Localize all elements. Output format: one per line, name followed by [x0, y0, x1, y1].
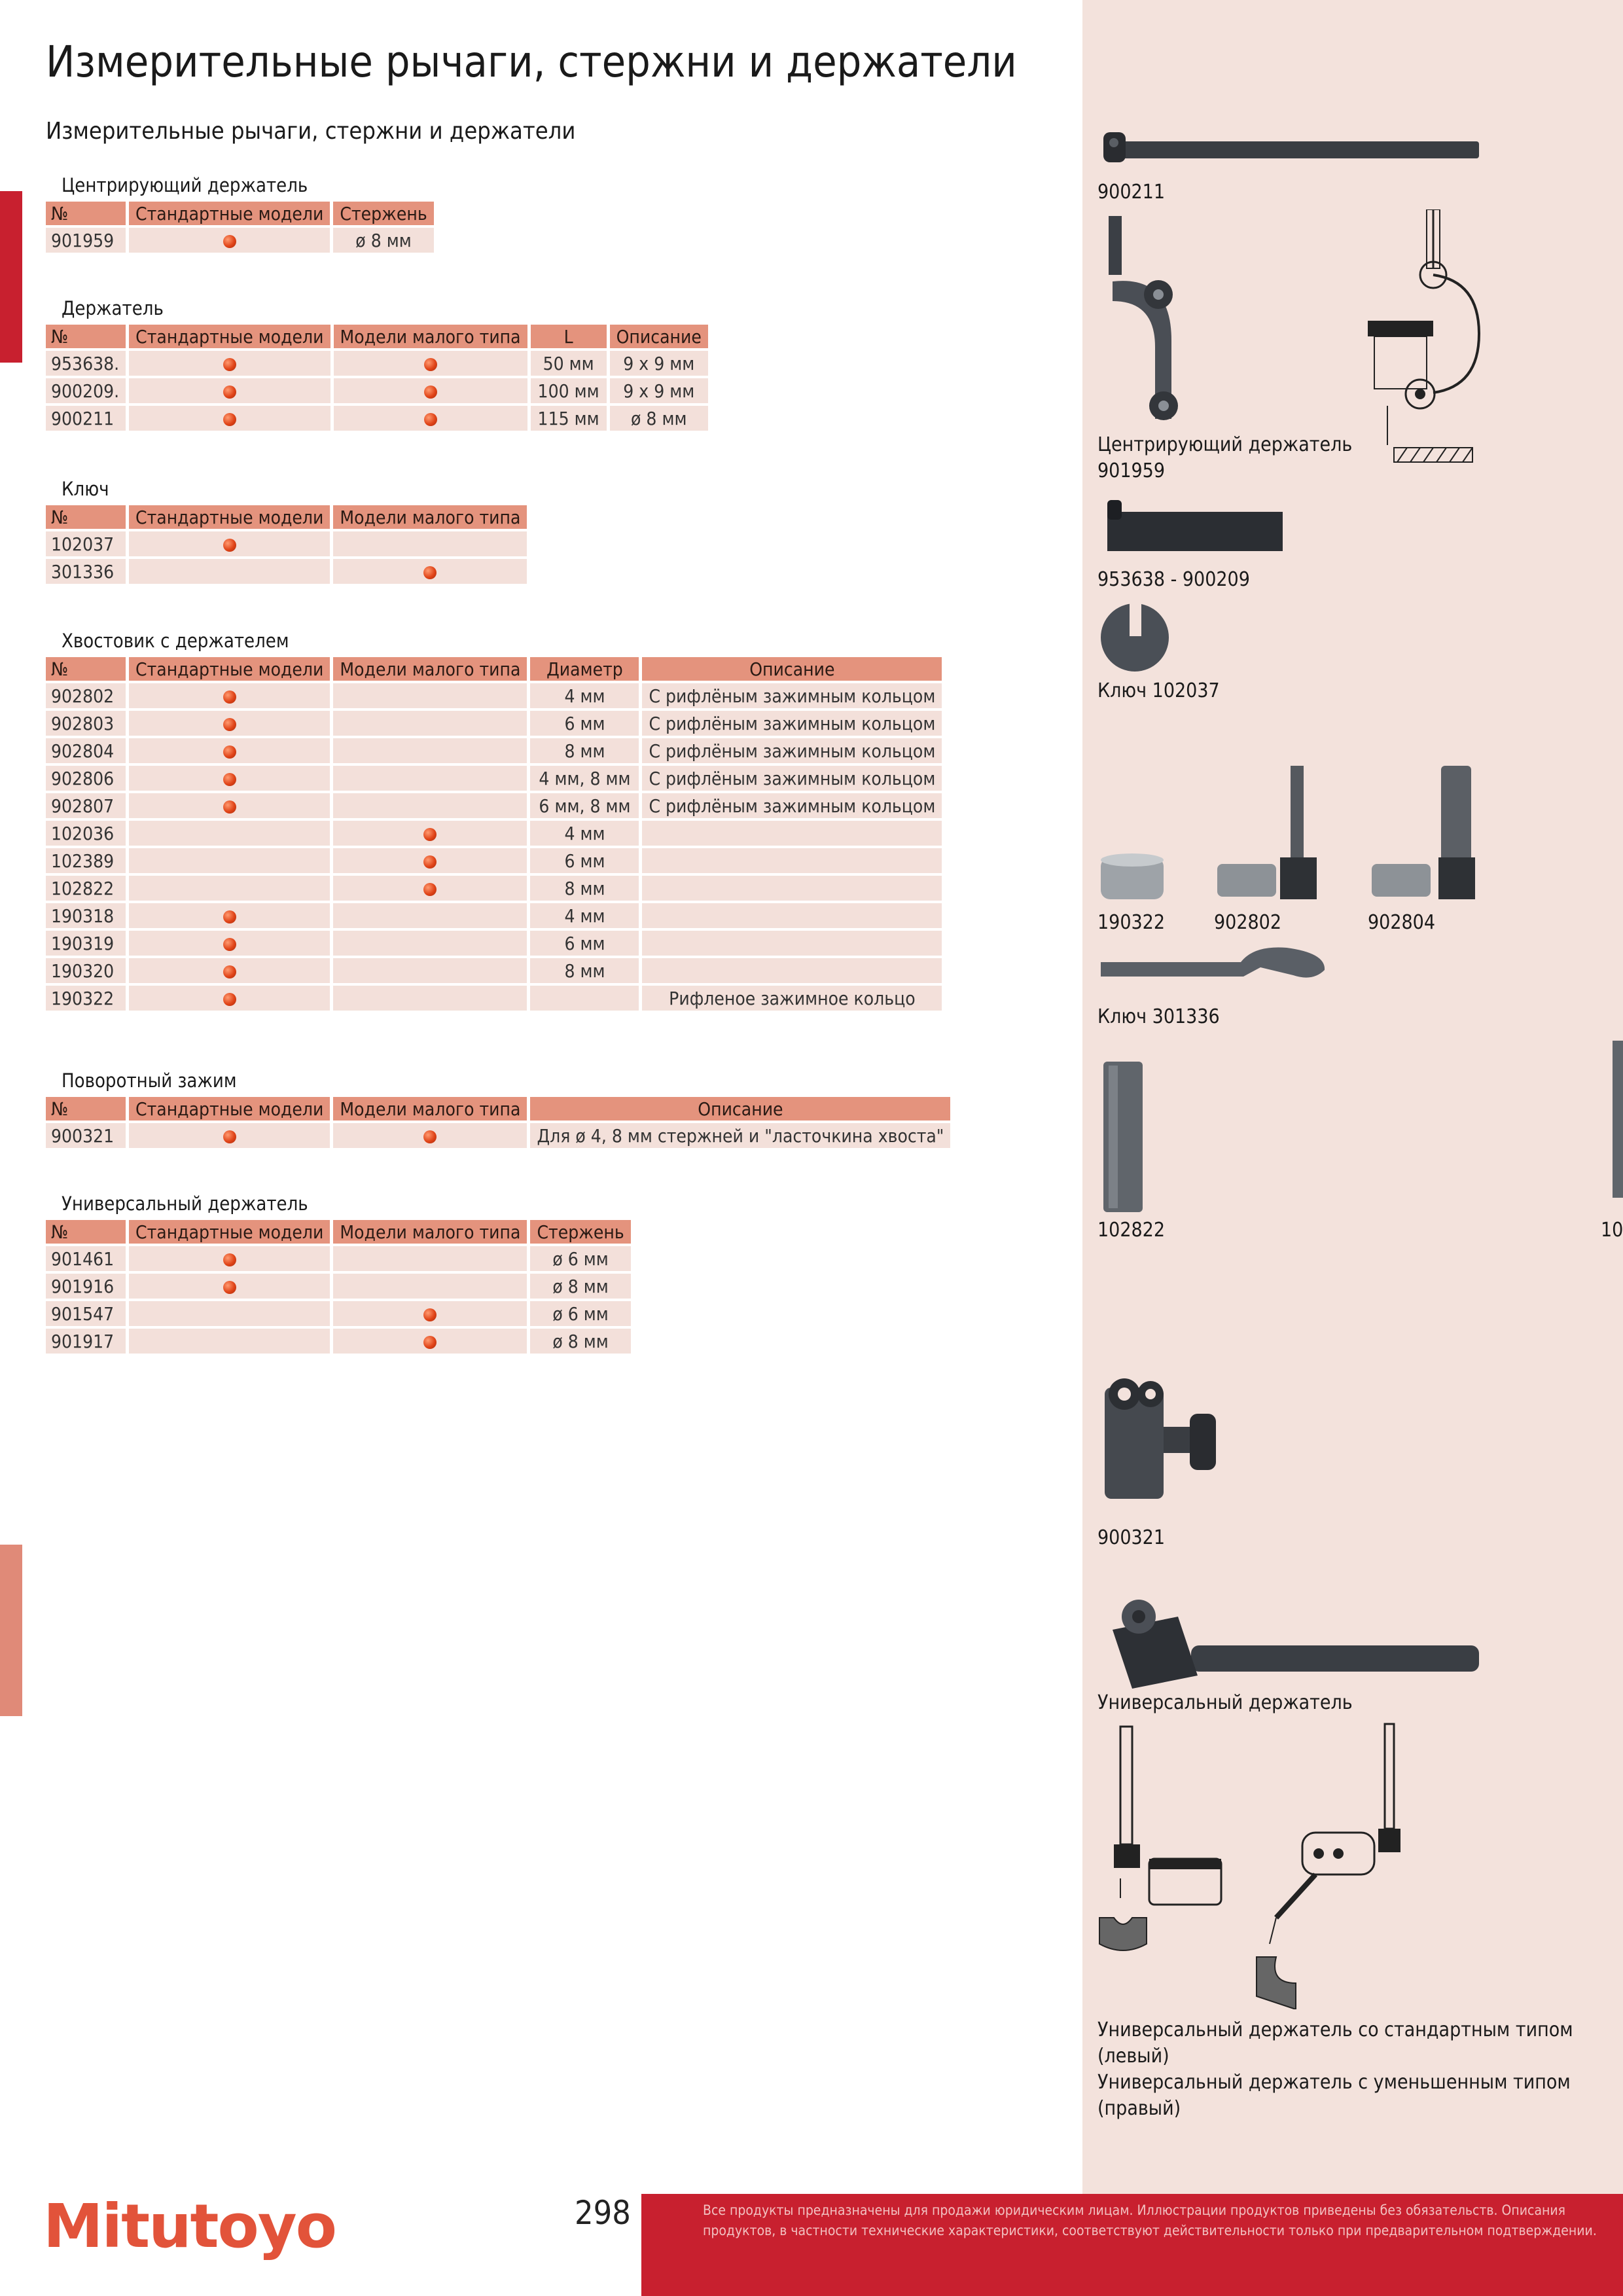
table-header-row	[46, 325, 708, 348]
table-cell: 190319	[46, 931, 126, 956]
column-header: Описание	[530, 1097, 950, 1121]
table-cell	[129, 406, 330, 431]
table-cell: ø 6 мм	[530, 1246, 630, 1271]
availability-dot	[223, 800, 236, 814]
caption-key-301336: Ключ 301336	[1097, 1005, 1220, 1028]
table-cell	[129, 958, 330, 983]
table-cell: 901959	[46, 228, 126, 253]
availability-dot	[223, 691, 236, 704]
table-row	[46, 766, 942, 791]
page-subtitle: Измерительные рычаги, стержни и держатели	[46, 118, 576, 145]
table-cell: С рифлёным зажимным кольцом	[642, 683, 942, 708]
product-table	[43, 655, 945, 1013]
table-cell: 8 мм	[530, 876, 639, 901]
table-cell: ø 6 мм	[530, 1301, 630, 1326]
table-cell: 900209.	[46, 378, 126, 403]
table-cell: 102037	[46, 531, 126, 556]
table-cell	[334, 406, 527, 431]
table-cell	[333, 931, 527, 956]
table-cell: С рифлёным зажимным кольцом	[642, 766, 942, 791]
shank-partial-image	[1610, 1041, 1623, 1198]
caption-universal-small: Универсальный держатель с уменьшенным типом	[1097, 2071, 1571, 2094]
table-row	[46, 1329, 631, 1354]
table-cell	[333, 958, 527, 983]
product-table	[43, 1094, 954, 1151]
table-cell	[129, 351, 330, 376]
availability-dot	[423, 1308, 437, 1321]
caption-cut-off: 10	[1601, 1219, 1623, 1242]
table-row	[46, 531, 527, 556]
table-cell	[129, 1329, 330, 1354]
column-header: Стандартные модели	[129, 657, 330, 681]
table-cell: 50 мм	[531, 351, 607, 376]
section-title: Центрирующий держатель	[62, 174, 308, 196]
footer-disclaimer: Все продукты предназначены для продажи юридическим лицам. Иллюстрации продуктов приведены без обязательств. Описания продуктов, в частности технические характеристики, соответствуют действительности только при предварительном подтверждении.	[703, 2202, 1597, 2238]
table-row	[46, 711, 942, 736]
table-header-row	[46, 505, 527, 529]
table-cell	[129, 378, 330, 403]
table-row	[46, 1246, 631, 1271]
shank-102822-image	[1099, 1059, 1152, 1216]
availability-dot	[424, 358, 437, 371]
product-table	[43, 503, 530, 586]
table-cell	[334, 351, 527, 376]
availability-dot	[223, 235, 236, 248]
caption-900321: 900321	[1097, 1526, 1166, 1549]
availability-dot	[223, 1253, 236, 1266]
caption-centering-holder: Центрирующий держатель	[1097, 433, 1353, 456]
centering-holder-image	[1093, 209, 1191, 432]
availability-dot	[423, 828, 437, 841]
table-cell	[642, 958, 942, 983]
availability-dot	[423, 1336, 437, 1349]
table-cell	[333, 848, 527, 873]
table-cell: 6 мм	[530, 931, 639, 956]
table-cell	[129, 683, 330, 708]
table-cell: ø 8 мм	[530, 1329, 630, 1354]
table-row	[46, 793, 942, 818]
lever-900211-image	[1099, 124, 1492, 177]
table-cell: 8 мм	[530, 738, 639, 763]
table-row	[46, 1301, 631, 1326]
table-cell: 4 мм	[530, 821, 639, 846]
table-cell	[129, 793, 330, 818]
table-cell: ø 8 мм	[610, 406, 708, 431]
table-cell: 902802	[46, 683, 126, 708]
table-cell: 4 мм, 8 мм	[530, 766, 639, 791]
table-cell	[642, 821, 942, 846]
table-cell	[333, 1246, 527, 1271]
column-header: Модели малого типа	[334, 325, 527, 348]
column-header: Стандартные модели	[129, 505, 330, 529]
key-301336-image	[1097, 942, 1332, 995]
table-cell	[333, 1329, 527, 1354]
table-cell: 100 мм	[531, 378, 607, 403]
column-header: №	[46, 505, 126, 529]
table-cell	[334, 378, 527, 403]
table-cell	[642, 848, 942, 873]
availability-dot	[223, 539, 236, 552]
table-row	[46, 821, 942, 846]
table-header-row	[46, 1220, 631, 1244]
swivel-clamp-900321-image	[1099, 1368, 1257, 1505]
column-header: Стержень	[333, 202, 433, 225]
column-header: №	[46, 325, 126, 348]
section-title: Хвостовик с держателем	[62, 630, 289, 652]
ring-190322-image	[1098, 851, 1170, 903]
availability-dot	[423, 883, 437, 896]
availability-dot	[223, 965, 236, 978]
section-title: Универсальный держатель	[62, 1193, 308, 1215]
column-header: Стержень	[530, 1220, 630, 1244]
table-cell: 6 мм	[530, 711, 639, 736]
table-row	[46, 1123, 950, 1148]
table-cell: 900321	[46, 1123, 126, 1148]
table-cell	[333, 559, 527, 584]
table-cell: 4 мм	[530, 903, 639, 928]
universal-holder-image	[1099, 1590, 1486, 1689]
caption-953638: 953638 - 900209	[1097, 568, 1250, 591]
table-row	[46, 228, 434, 253]
page-title: Измерительные рычаги, стержни и держатели	[46, 37, 1017, 87]
table-cell: Для ø 4, 8 мм стержней и "ласточкина хвоста"	[530, 1123, 950, 1148]
table-cell: 115 мм	[531, 406, 607, 431]
table-cell	[129, 738, 330, 763]
availability-dot	[223, 745, 236, 759]
table-cell: 901917	[46, 1329, 126, 1354]
table-cell: С рифлёным зажимным кольцом	[642, 738, 942, 763]
table-row	[46, 351, 708, 376]
column-header: Стандартные модели	[129, 1220, 330, 1244]
table-cell: 900211	[46, 406, 126, 431]
table-cell: 902803	[46, 711, 126, 736]
table-cell	[642, 903, 942, 928]
table-cell: 102822	[46, 876, 126, 901]
table-cell	[642, 876, 942, 901]
table-cell: ø 8 мм	[333, 228, 433, 253]
table-header-row	[46, 202, 434, 225]
table-cell: 901547	[46, 1301, 126, 1326]
column-header: №	[46, 202, 126, 225]
column-header: Модели малого типа	[333, 1097, 527, 1121]
table-cell: 953638.	[46, 351, 126, 376]
table-cell	[333, 1301, 527, 1326]
table-cell: 9 x 9 мм	[610, 378, 708, 403]
table-cell	[642, 931, 942, 956]
table-cell: 902807	[46, 793, 126, 818]
universal-holder-small-diagram	[1250, 1721, 1427, 2009]
column-header: Стандартные модели	[129, 202, 330, 225]
table-cell	[333, 711, 527, 736]
table-row	[46, 738, 942, 763]
holder-953638-image	[1105, 497, 1288, 556]
table-cell: 301336	[46, 559, 126, 584]
caption-universal-standard-side: (левый)	[1097, 2045, 1169, 2068]
table-cell	[129, 1301, 330, 1326]
key-102037-image	[1098, 602, 1177, 674]
table-cell	[333, 1123, 527, 1148]
side-marker-salmon	[0, 1545, 22, 1716]
column-header: Модели малого типа	[333, 657, 527, 681]
table-cell	[333, 903, 527, 928]
table-cell	[129, 1246, 330, 1271]
column-header: №	[46, 657, 126, 681]
caption-universal-small-side: (правый)	[1097, 2097, 1181, 2120]
section-title: Ключ	[62, 478, 109, 500]
caption-900211: 900211	[1097, 181, 1166, 204]
page-number: 298	[575, 2194, 631, 2232]
availability-dot	[423, 1130, 437, 1143]
table-cell	[530, 986, 639, 1011]
section-title: Держатель	[62, 297, 164, 319]
side-marker-red	[0, 191, 22, 363]
table-row	[46, 986, 942, 1011]
column-header: L	[531, 325, 607, 348]
table-cell	[333, 766, 527, 791]
caption-190322: 190322	[1097, 911, 1166, 934]
caption-universal-standard: Универсальный держатель со стандартным типом	[1097, 2018, 1573, 2041]
table-cell	[129, 766, 330, 791]
table-cell	[129, 821, 330, 846]
table-cell	[333, 1274, 527, 1299]
table-row	[46, 958, 942, 983]
caption-901959: 901959	[1097, 459, 1166, 482]
table-cell	[129, 1274, 330, 1299]
table-row	[46, 931, 942, 956]
table-row	[46, 378, 708, 403]
column-header: Описание	[610, 325, 708, 348]
table-cell: 190318	[46, 903, 126, 928]
caption-102822: 102822	[1097, 1219, 1166, 1242]
table-cell	[129, 848, 330, 873]
product-table	[43, 199, 437, 255]
table-cell: 4 мм	[530, 683, 639, 708]
table-row	[46, 876, 942, 901]
table-cell: С рифлёным зажимным кольцом	[642, 793, 942, 818]
column-header: Модели малого типа	[333, 505, 527, 529]
table-cell	[129, 876, 330, 901]
brand-logo: Mitutoyo	[43, 2191, 336, 2261]
table-cell: 6 мм	[530, 848, 639, 873]
caption-902802: 902802	[1214, 911, 1282, 934]
section-title: Поворотный зажим	[62, 1069, 237, 1092]
column-header: №	[46, 1220, 126, 1244]
table-cell: 102389	[46, 848, 126, 873]
caption-key-102037: Ключ 102037	[1097, 679, 1220, 702]
table-cell	[129, 903, 330, 928]
table-cell	[129, 931, 330, 956]
availability-dot	[223, 718, 236, 731]
availability-dot	[223, 938, 236, 951]
table-cell: 902806	[46, 766, 126, 791]
table-cell	[333, 876, 527, 901]
table-row	[46, 903, 942, 928]
product-table	[43, 322, 711, 433]
shank-902802-image	[1215, 759, 1332, 903]
availability-dot	[223, 386, 236, 399]
product-table	[43, 1217, 634, 1356]
table-row	[46, 1274, 631, 1299]
table-cell: 6 мм, 8 мм	[530, 793, 639, 818]
table-cell: 9 x 9 мм	[610, 351, 708, 376]
table-row	[46, 848, 942, 873]
availability-dot	[423, 566, 437, 579]
table-cell: 901461	[46, 1246, 126, 1271]
availability-dot	[223, 910, 236, 924]
column-header: Стандартные модели	[129, 325, 330, 348]
table-header-row	[46, 1097, 950, 1121]
availability-dot	[223, 358, 236, 371]
table-cell	[333, 793, 527, 818]
table-cell: 190320	[46, 958, 126, 983]
universal-holder-standard-diagram	[1097, 1721, 1241, 1957]
table-cell	[129, 559, 330, 584]
availability-dot	[223, 413, 236, 426]
table-cell	[129, 228, 330, 253]
availability-dot	[223, 773, 236, 786]
column-header: Модели малого типа	[333, 1220, 527, 1244]
table-cell	[333, 683, 527, 708]
table-cell	[333, 821, 527, 846]
availability-dot	[223, 993, 236, 1006]
table-row	[46, 406, 708, 431]
caption-universal-holder: Универсальный держатель	[1097, 1691, 1353, 1714]
table-cell: Рифленое зажимное кольцо	[642, 986, 942, 1011]
column-header: Описание	[642, 657, 942, 681]
availability-dot	[223, 1281, 236, 1294]
table-cell	[333, 531, 527, 556]
table-cell: 8 мм	[530, 958, 639, 983]
availability-dot	[424, 413, 437, 426]
availability-dot	[424, 386, 437, 399]
column-header: Стандартные модели	[129, 1097, 330, 1121]
table-cell: ø 8 мм	[530, 1274, 630, 1299]
table-cell	[129, 531, 330, 556]
table-cell	[129, 711, 330, 736]
availability-dot	[223, 1130, 236, 1143]
table-cell: 901916	[46, 1274, 126, 1299]
table-row	[46, 559, 527, 584]
caption-902804: 902804	[1368, 911, 1436, 934]
availability-dot	[423, 855, 437, 869]
table-cell: 102036	[46, 821, 126, 846]
table-cell	[333, 986, 527, 1011]
column-header: №	[46, 1097, 126, 1121]
table-cell	[129, 986, 330, 1011]
column-header: Диаметр	[530, 657, 639, 681]
table-cell: 902804	[46, 738, 126, 763]
table-cell	[333, 738, 527, 763]
table-cell: 190322	[46, 986, 126, 1011]
table-cell: С рифлёным зажимным кольцом	[642, 711, 942, 736]
table-cell	[129, 1123, 330, 1148]
shank-902804-image	[1369, 759, 1487, 903]
centering-holder-diagram	[1361, 209, 1486, 471]
table-row	[46, 683, 942, 708]
table-header-row	[46, 657, 942, 681]
